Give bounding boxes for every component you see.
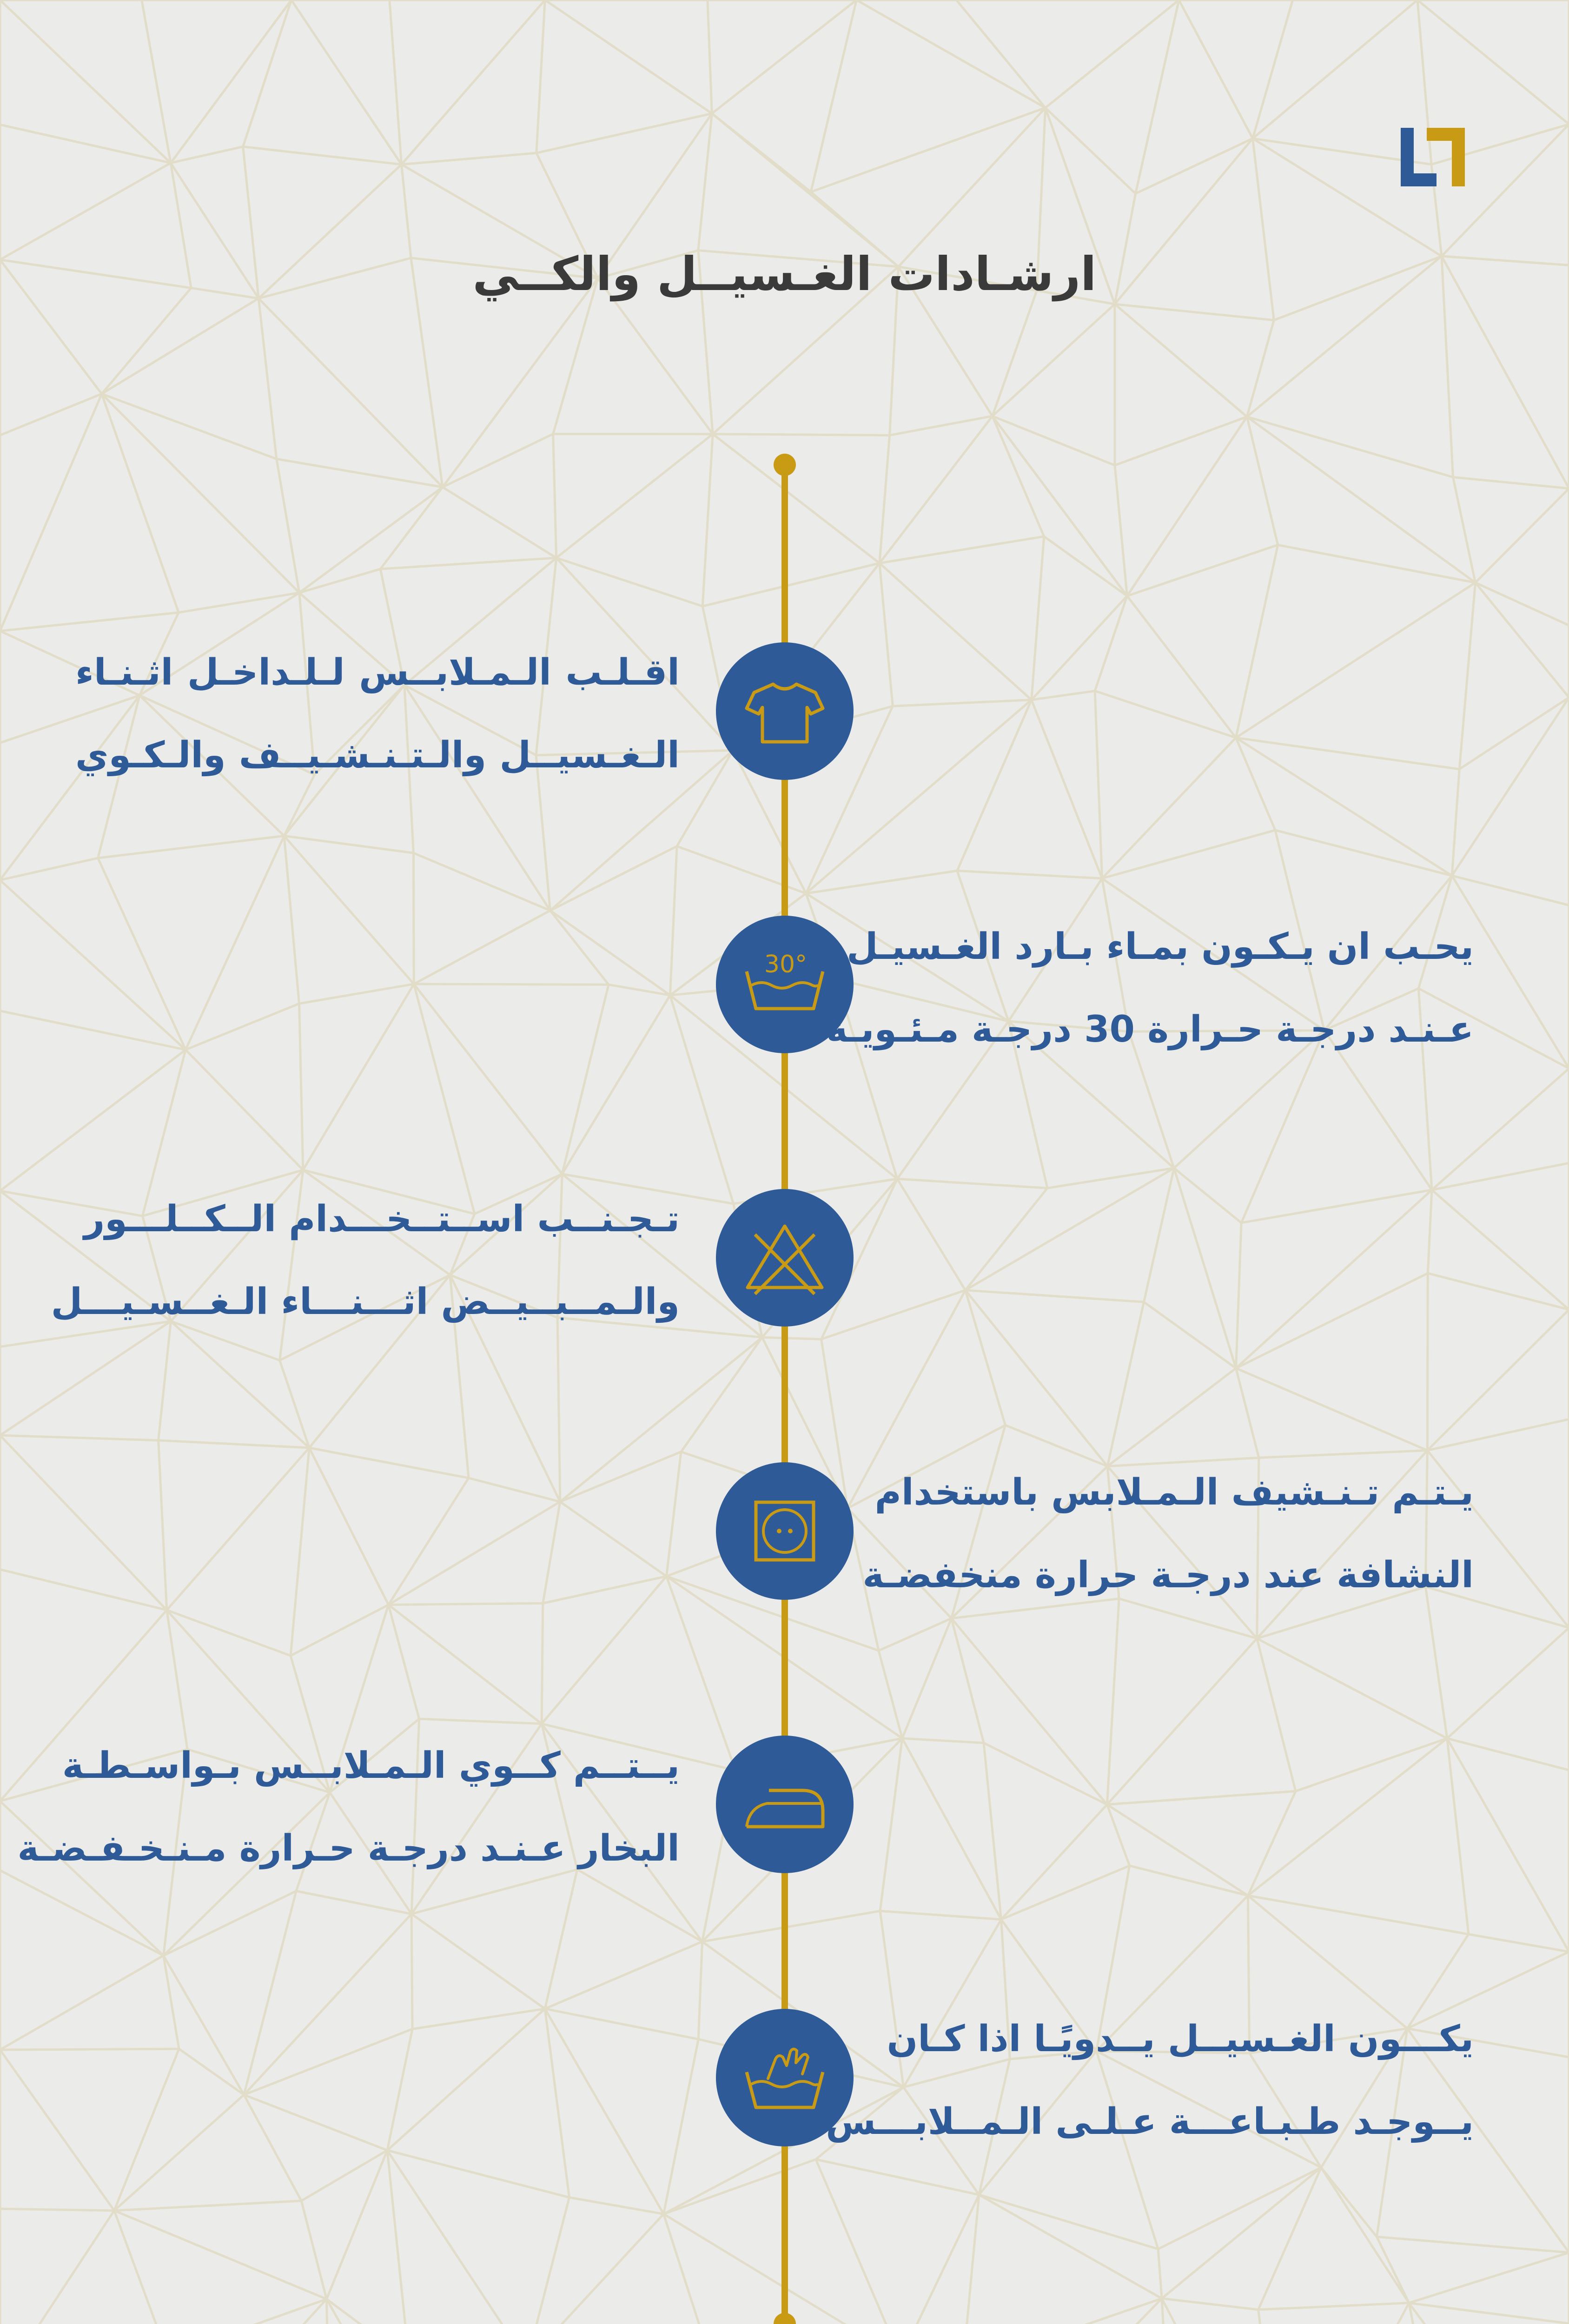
timeline-item-3-text [51,1178,680,1343]
timeline-node-tshirt [716,642,854,780]
timeline-start-dot [774,454,796,476]
timeline-end-dot [774,2313,796,2324]
tumble-dry-low-icon [716,1462,854,1600]
timeline-node-no-bleach [716,1189,854,1327]
timeline-item-1-line2: الـغـسيــل والـتـنـشـيــف والـكـوي [75,734,680,776]
timeline-node-tumble-dry [716,1462,854,1600]
wash-temperature-label: 30° [764,951,808,978]
no-bleach-icon [716,1189,854,1327]
timeline-item-3-line2: والـمــبــيــض اثـــنـــاء الـغــسـيـــل [51,1281,680,1323]
timeline-item-2-text [826,905,1474,1071]
timeline-item-5-line1: يــتــم كــوي الـمـلابــس بـواسـطـة [62,1745,680,1787]
timeline-item-4-text [862,1451,1474,1617]
timeline-item-6-line1: يكـــون الغـسيــل يــدويًـا اذا كـان [887,2018,1474,2060]
iron-icon [716,1736,854,1873]
timeline-item-5-text [17,1724,680,1890]
timeline-item-5-line2: البخار عـنـد درجـة حـرارة مـنـخـفـضـة [17,1828,680,1869]
page-title: ارشـادات الغـسيــل والكــي [472,247,1097,301]
timeline-item-6-line2: يــوجـد طـبـاعـــة عـلـى الـمــلابـــس [826,2101,1474,2143]
timeline-item-3-line1: تـجـنــب اســتــخـــدام الــكــلـــور [84,1198,680,1240]
timeline-item-6-text [826,1998,1474,2163]
timeline-node-iron [716,1736,854,1873]
timeline-item-4-line1: يـتـم تـنـشيف الـمـلابس باستخدام [874,1472,1474,1513]
timeline-item-2-line2: عـنـد درجـة حـرارة 30 درجـة مـئـويـة [826,1009,1474,1050]
timeline-item-4-line2: النشافة عند درجـة حرارة منخفضـة [862,1554,1474,1596]
timeline-item-2-line1: يحـب ان يـكـون بمـاء بـارد الغـسيـل [846,926,1474,968]
timeline-item-1-line1: اقـلـب الـمـلابــس لـلـداخـل اثـنـاء [75,652,680,693]
timeline-item-1-text [75,631,680,797]
t-shirt-icon [716,642,854,780]
